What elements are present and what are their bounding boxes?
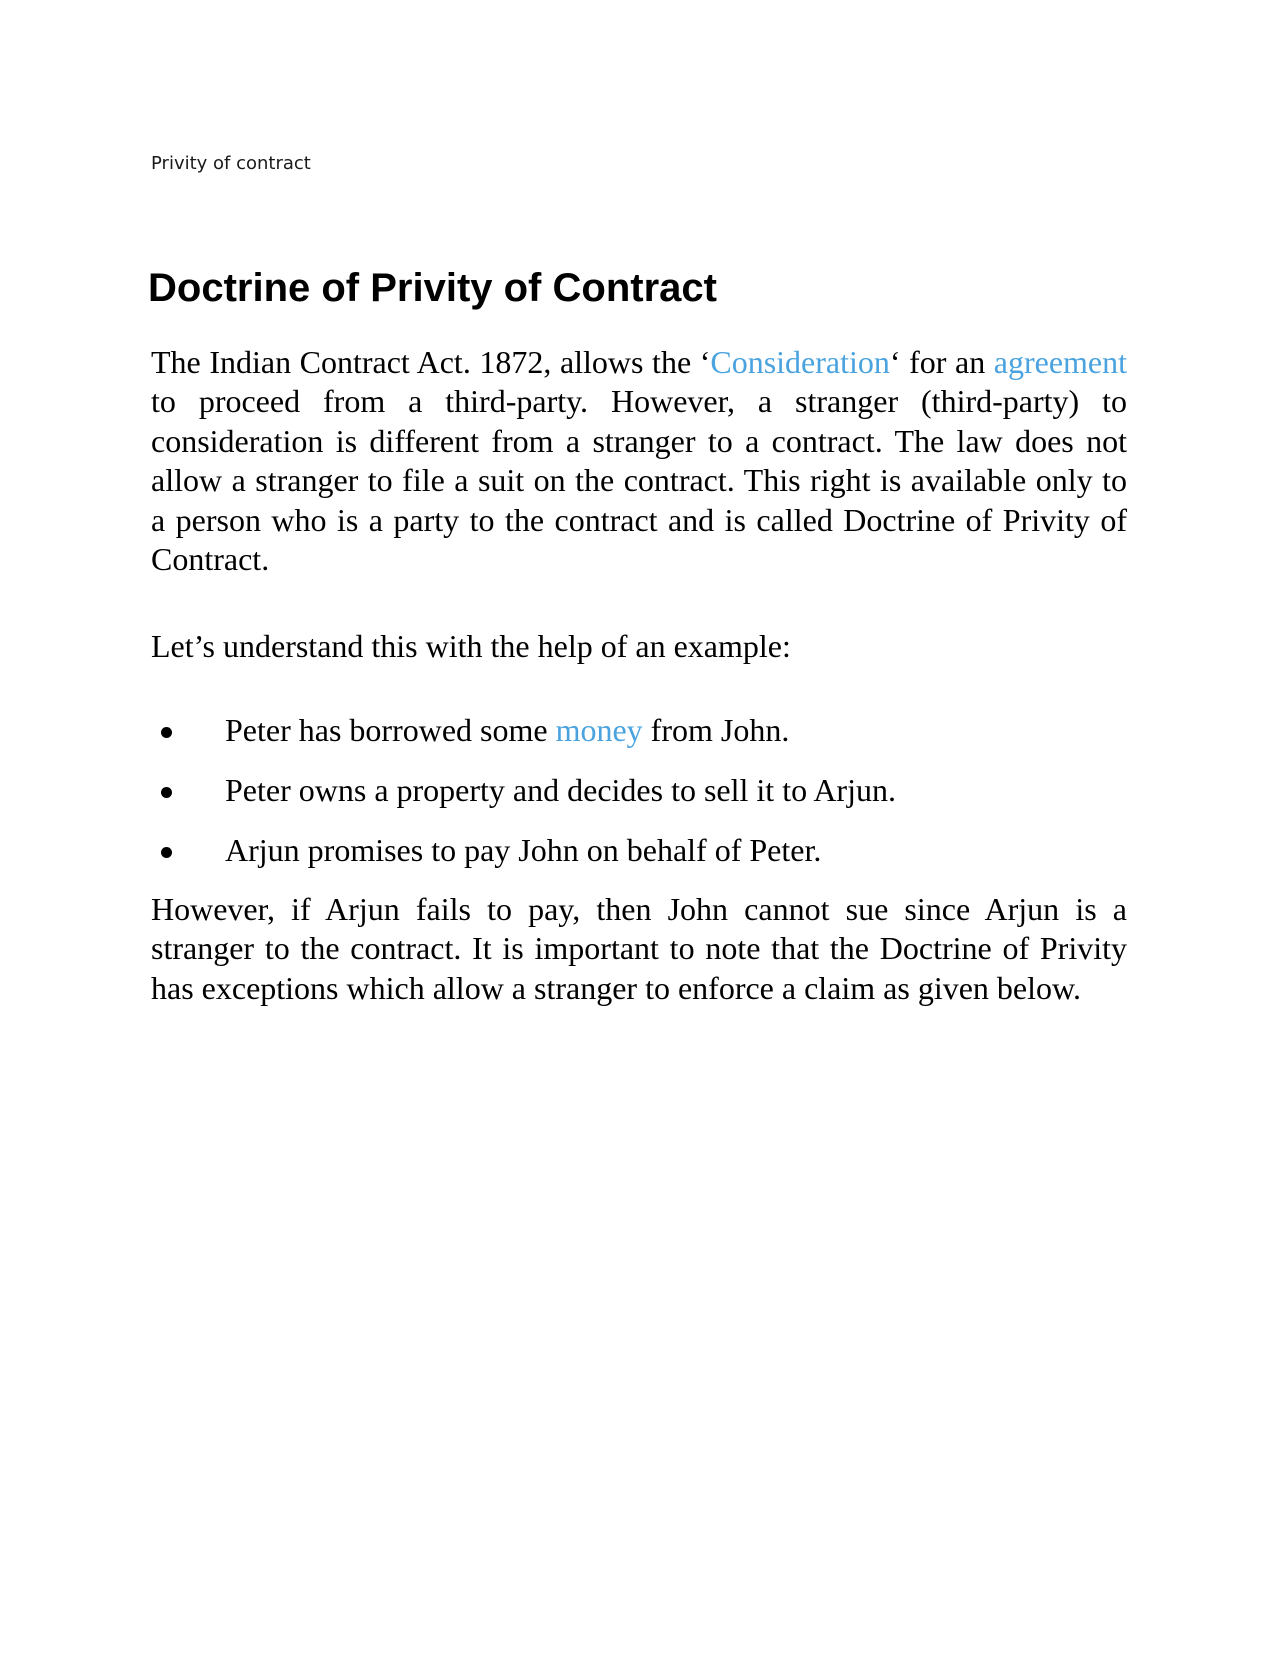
list-item (151, 771, 1127, 831)
bullet-icon (161, 727, 172, 738)
intro-text-3: to proceed from a third-party. However, a stranger (third-party) to consideration is different from a stranger to a contract. The law does not allow a stranger to file a suit on the contract. This right is available only to a person who is a party to the contract and is called Doctrine of Privity of Contract. (151, 383, 1127, 578)
agreement-link[interactable]: agreement (993, 344, 1127, 380)
bullet-icon (161, 847, 172, 858)
list-item (151, 711, 1127, 771)
page-title: Doctrine of Privity of Contract (148, 266, 717, 310)
intro-text-1: The Indian Contract Act. 1872, allows the ‘ (151, 344, 711, 380)
intro-text-2: ‘ for an (889, 344, 994, 380)
list-item-text: Arjun promises to pay John on behalf of Peter. (225, 832, 822, 868)
consideration-link[interactable]: Consideration (710, 344, 890, 380)
conclusion-paragraph: However, if Arjun fails to pay, then John cannot sue since Arjun is a stranger to the contract. It is important to note that the Doctrine of Privity has exceptions which allow a stranger to enforce a claim as given below. (151, 891, 1127, 1006)
example-intro-paragraph: Let’s understand this with the help of an example: (151, 628, 791, 664)
list-item-text-before: Peter has borrowed some (225, 712, 556, 748)
bullet-icon (161, 787, 172, 798)
money-link[interactable]: money (555, 712, 643, 748)
list-item (151, 831, 1127, 891)
page-header: Privity of contract (151, 153, 311, 174)
example-list (151, 711, 1127, 891)
list-item-text-after: from John. (642, 712, 790, 748)
list-item-text: Peter owns a property and decides to sell it to Arjun. (225, 772, 896, 808)
intro-paragraph (151, 343, 1127, 579)
